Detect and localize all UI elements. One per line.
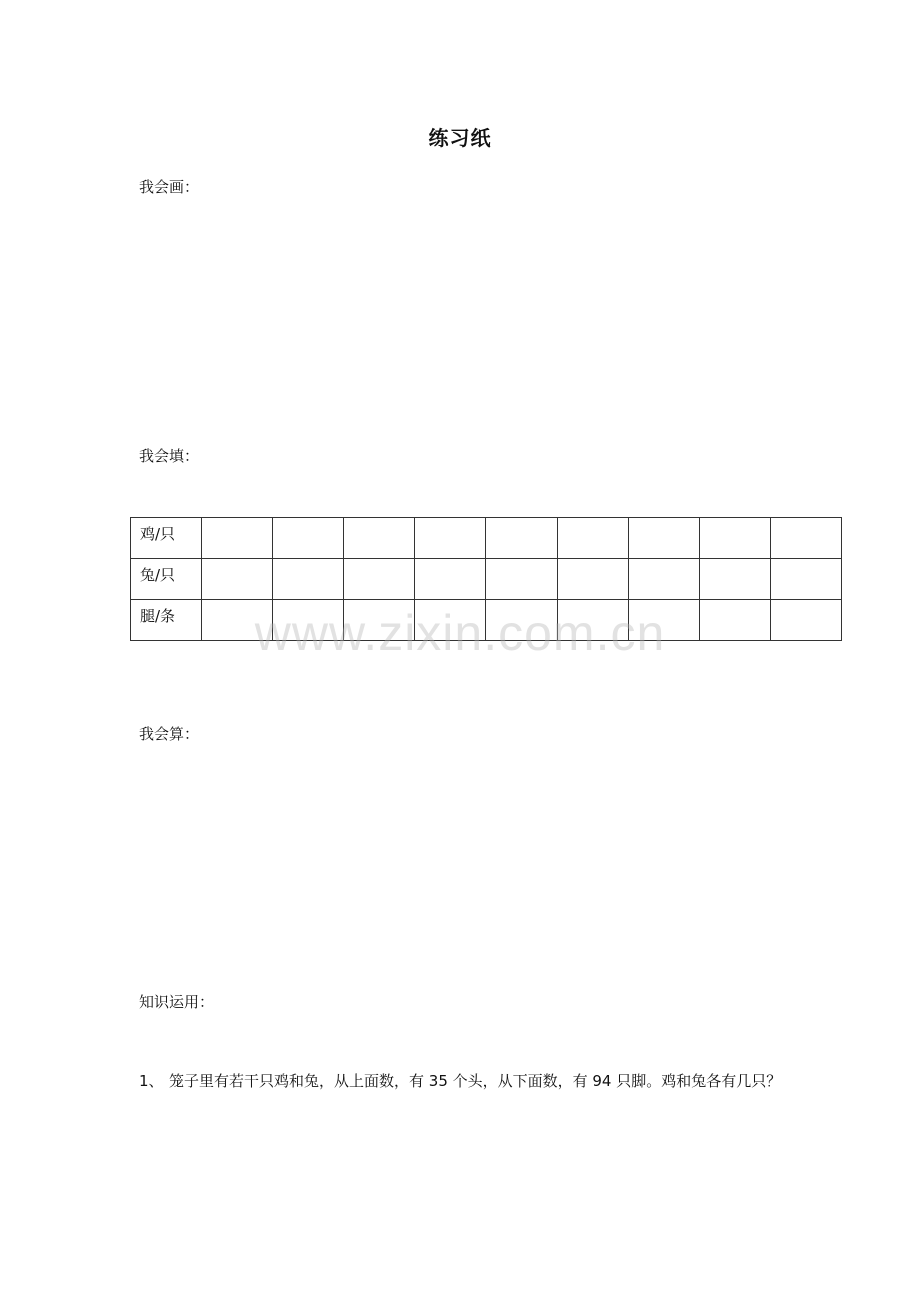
table-cell[interactable] xyxy=(557,518,628,559)
fill-table xyxy=(130,517,842,641)
table-cell[interactable] xyxy=(770,518,841,559)
table-cell[interactable] xyxy=(628,559,699,600)
table-cell[interactable] xyxy=(415,600,486,641)
question-item xyxy=(139,1068,799,1094)
table-cell[interactable] xyxy=(415,559,486,600)
table-cell[interactable] xyxy=(770,559,841,600)
table-cell[interactable] xyxy=(273,518,344,559)
table-cell[interactable] xyxy=(557,559,628,600)
table-cell[interactable] xyxy=(273,600,344,641)
table-cell[interactable] xyxy=(344,518,415,559)
table-row-rabbit xyxy=(131,559,842,600)
table-cell[interactable] xyxy=(486,559,557,600)
table-cell[interactable] xyxy=(699,518,770,559)
row-header-rabbit: 兔/只 xyxy=(131,559,202,600)
section-label-draw: 我会画： xyxy=(139,178,200,196)
table-cell[interactable] xyxy=(699,559,770,600)
row-header-legs: 腿/条 xyxy=(131,600,202,641)
table-cell[interactable] xyxy=(202,600,273,641)
watermark: www.zixin.com.cn xyxy=(254,605,666,661)
table-cell[interactable] xyxy=(628,518,699,559)
table-cell[interactable] xyxy=(557,600,628,641)
section-label-calc: 我会算： xyxy=(139,725,200,743)
question-number: 1、 xyxy=(139,1072,164,1090)
question-text: 笼子里有若干只鸡和兔，从上面数，有 35 个头，从下面数，有 94 只脚。鸡和兔各有几只？ xyxy=(169,1072,782,1090)
section-label-fill: 我会填： xyxy=(139,447,200,465)
table-cell[interactable] xyxy=(202,518,273,559)
table-cell[interactable] xyxy=(699,600,770,641)
table-cell[interactable] xyxy=(273,559,344,600)
table-row-legs xyxy=(131,600,842,641)
table-cell[interactable] xyxy=(486,518,557,559)
table-cell[interactable] xyxy=(202,559,273,600)
table-cell[interactable] xyxy=(344,600,415,641)
page-title: 练习纸 xyxy=(428,126,492,150)
table-cell[interactable] xyxy=(344,559,415,600)
row-header-chicken: 鸡/只 xyxy=(131,518,202,559)
section-label-apply: 知识运用： xyxy=(139,993,215,1011)
table-cell[interactable] xyxy=(486,600,557,641)
table-cell[interactable] xyxy=(628,600,699,641)
table-cell[interactable] xyxy=(415,518,486,559)
table-row-chicken xyxy=(131,518,842,559)
table-cell[interactable] xyxy=(770,600,841,641)
